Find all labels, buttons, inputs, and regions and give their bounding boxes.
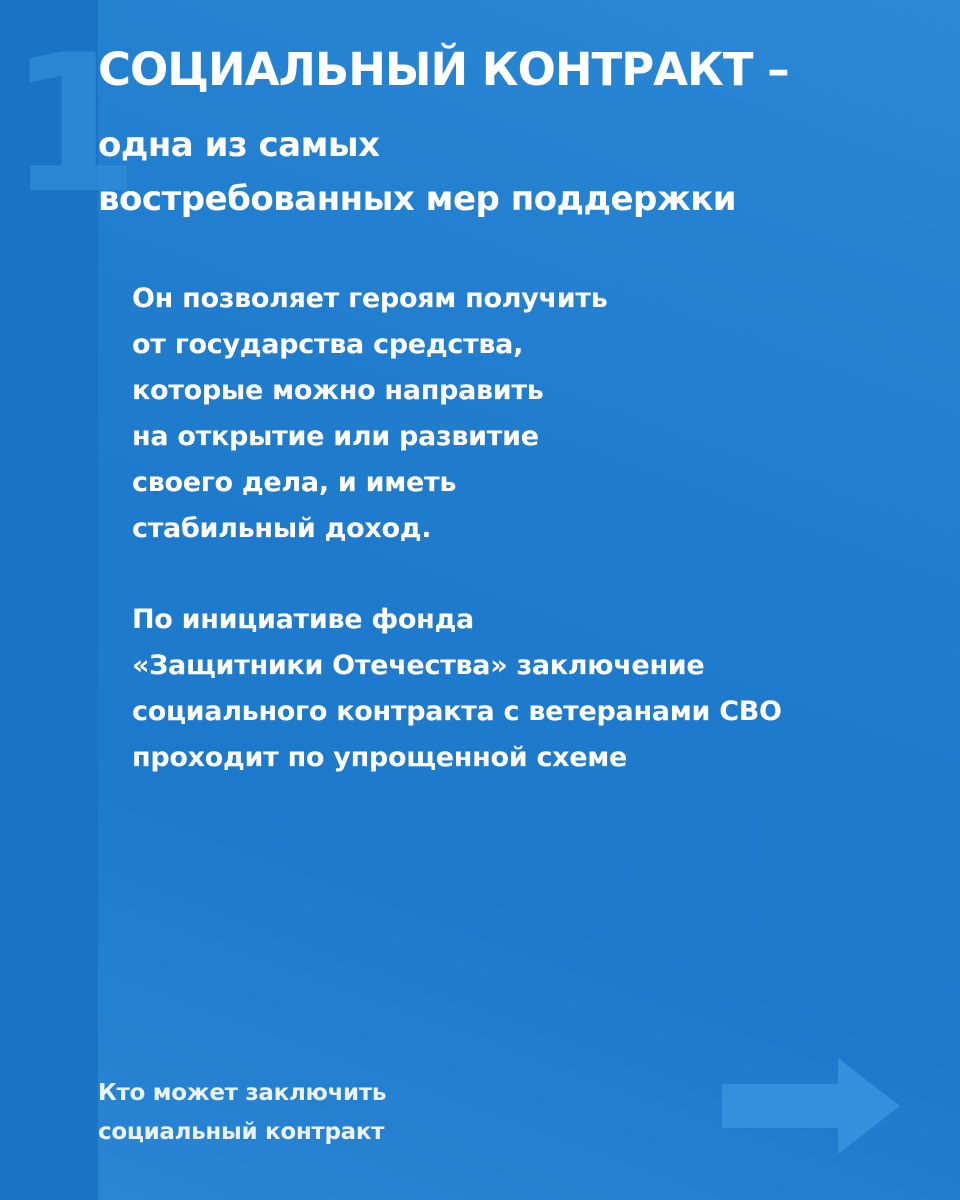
next-caption-line: Кто может заключить bbox=[98, 1080, 387, 1106]
paragraph-line: «Защитники Отечества» заключение bbox=[132, 650, 705, 681]
arrow-right-icon bbox=[722, 1056, 902, 1156]
paragraph-line: Он позволяет героям получить bbox=[132, 283, 608, 314]
paragraph-line: от государства средства, bbox=[132, 329, 524, 360]
paragraph-initiative bbox=[132, 597, 782, 781]
paragraph-line: которые можно направить bbox=[132, 375, 544, 406]
paragraph-line: стабильный доход. bbox=[132, 513, 432, 544]
slide-number: 1 bbox=[8, 14, 137, 235]
paragraph-benefits bbox=[132, 276, 607, 552]
subtitle-line: востребованных мер поддержки bbox=[98, 179, 737, 219]
paragraph-line: проходит по упрощенной схеме bbox=[132, 742, 628, 773]
paragraph-line: своего дела, и иметь bbox=[132, 467, 457, 498]
slide-title: СОЦИАЛЬНЫЙ КОНТРАКТ – bbox=[98, 43, 789, 96]
next-caption-line: социальный контракт bbox=[98, 1119, 385, 1145]
paragraph-line: социального контракта с ветеранами СВО bbox=[132, 696, 782, 727]
paragraph-line: По инициативе фонда bbox=[132, 604, 474, 635]
next-slide-button[interactable] bbox=[722, 1056, 902, 1156]
next-slide-caption[interactable] bbox=[98, 1074, 386, 1152]
subtitle-line: одна из самых bbox=[98, 125, 380, 165]
slide-subtitle bbox=[98, 118, 898, 226]
paragraph-line: на открытие или развитие bbox=[132, 421, 539, 452]
